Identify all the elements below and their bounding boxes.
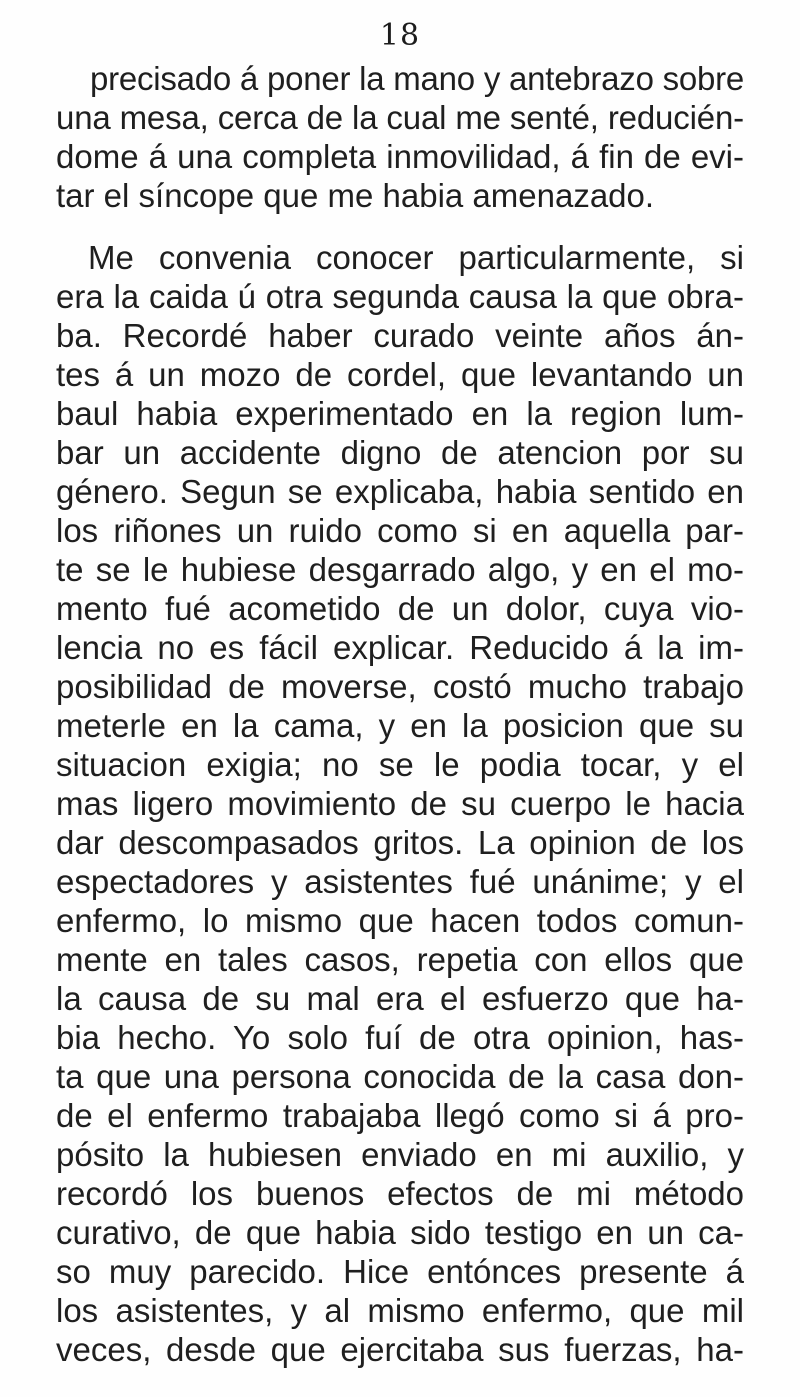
text-line: dome á una completa inmovilidad, á fin de evi-	[56, 138, 744, 175]
text-line: pósito la hubiesen enviado en mi auxilio, y	[56, 1136, 744, 1173]
text-line: tes á un mozo de cordel, que levantando un	[56, 356, 744, 393]
text-line: baul habia experimentado en la region lum-	[56, 395, 744, 432]
text-line: género. Segun se explicaba, habia sentido en	[56, 473, 744, 510]
text-line: la causa de su mal era el esfuerzo que ha-	[56, 980, 744, 1017]
text-line: los riñones un ruido como si en aquella par-	[56, 512, 744, 549]
text-line: enfermo, lo mismo que hacen todos comun-	[56, 902, 744, 939]
text-line: tar el síncope que me habia amenazado.	[56, 177, 655, 214]
text-line: posibilidad de moverse, costó mucho trabajo	[56, 668, 744, 705]
text-line: los asistentes, y al mismo enfermo, que mil	[56, 1292, 744, 1329]
text-line: mente en tales casos, repetia con ellos que	[56, 941, 744, 978]
text-line: ba. Recordé haber curado veinte años án-	[56, 317, 744, 354]
text-line: bia hecho. Yo solo fuí de otra opinion, has-	[56, 1019, 744, 1056]
text-line: de el enfermo trabajaba llegó como si á pro-	[56, 1097, 744, 1134]
text-line: mas ligero movimiento de su cuerpo le hacia	[56, 785, 744, 822]
text-line: curativo, de que habia sido testigo en un ca-	[56, 1214, 744, 1251]
text-line: bar un accidente digno de atencion por su	[56, 434, 744, 471]
text-line: so muy parecido. Hice entónces presente á	[56, 1253, 744, 1290]
text-line: dar descompasados gritos. La opinion de los	[56, 824, 744, 861]
text-line: era la caida ú otra segunda causa la que obra-	[56, 278, 744, 315]
text-line: veces, desde que ejercitaba sus fuerzas, ha-	[56, 1331, 744, 1368]
text-line: recordó los buenos efectos de mi método	[56, 1175, 744, 1212]
text-line: espectadores y asistentes fué unánime; y el	[56, 863, 744, 900]
page-number: 18	[379, 18, 421, 53]
text-line: precisado á poner la mano y antebrazo sobre	[90, 60, 744, 97]
text-line: mento fué acometido de un dolor, cuya vio-	[56, 590, 744, 627]
text-line: meterle en la cama, y en la posicion que su	[56, 707, 744, 744]
text-line: Me convenia conocer particularmente, si	[88, 239, 744, 276]
text-line: una mesa, cerca de la cual me senté, reducién-	[56, 99, 744, 136]
text-line: te se le hubiese desgarrado algo, y en el mo-	[56, 551, 744, 588]
text-line: situacion exigia; no se le podia tocar, y el	[56, 746, 744, 783]
text-line: lencia no es fácil explicar. Reducido á la im-	[56, 629, 744, 666]
text-line: ta que una persona conocida de la casa don-	[56, 1058, 744, 1095]
